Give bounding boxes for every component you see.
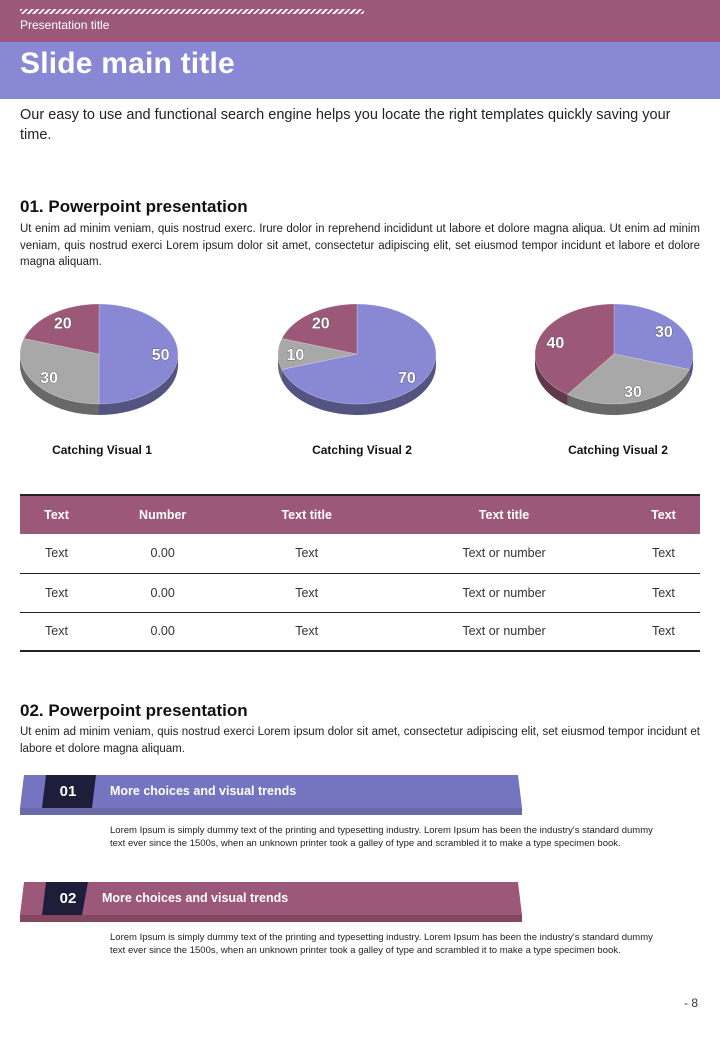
section-2-heading: 02. Powerpoint presentation <box>20 701 248 720</box>
table-cell: Text <box>232 612 381 651</box>
pie-3-label-2: 30 <box>624 384 642 402</box>
table-cell: Text <box>627 573 700 612</box>
table-cell: Text or number <box>381 573 627 612</box>
item-2-text: Lorem Ipsum is simply dummy text of the printing and typesetting industry. Lorem Ipsum has been the industry's standard dummy text ever since the 1500s, when an unknown printer took a galley of type and scrambled it to make a type specimen book. <box>110 932 653 956</box>
table-cell: 0.00 <box>93 534 232 573</box>
pie-charts <box>0 300 720 440</box>
item-2-label: More choices and visual trends <box>102 891 289 905</box>
table-header-cell: Text <box>627 495 700 534</box>
table-cell: Text <box>627 612 700 651</box>
table-header-row <box>20 495 700 534</box>
item-1-number: 01 <box>59 783 77 800</box>
pie-1-label-3: 20 <box>53 315 72 333</box>
table-header-cell: Text title <box>381 495 627 534</box>
section-2-body: Ut enim ad minim veniam, quis nostrud exerci Lorem ipsum dolor sit amet, consectetur adipiscing elit, set eiusmod tempor incidunt et labore et dolore magna aliquam. <box>20 726 700 755</box>
table-cell: 0.00 <box>93 573 232 612</box>
table-row <box>20 573 700 612</box>
section-1-body: Ut enim ad minim veniam, quis nostrud exerc. Irure dolor in reprehend incididunt ut labore et dolore magna aliqua. Ut enim ad minim veniam, quis nostrud exerci Lorem ipsum dolor sit amet, consectetur adipiscing elit, set eiusmod tempor incidunt et labore et dolore magna aliquam. <box>20 223 700 268</box>
chart-caption-2: Catching Visual 2 <box>312 443 412 457</box>
table-cell: Text <box>20 612 93 651</box>
section-1-heading: 01. Powerpoint presentation <box>20 197 248 216</box>
table-row <box>20 612 700 651</box>
slide-title: Slide main title <box>20 47 235 80</box>
pie-2-label-1: 70 <box>397 369 416 387</box>
pie-1-label-1: 50 <box>151 347 170 364</box>
table-cell: Text <box>627 534 700 573</box>
table-cell: Text <box>232 534 381 573</box>
table-cell: Text <box>20 534 93 573</box>
presentation-title: Presentation title <box>20 18 110 32</box>
table-cell: Text or number <box>381 534 627 573</box>
table-row <box>20 534 700 573</box>
pie-3-label-3: 40 <box>546 334 565 352</box>
pie-2-label-3: 20 <box>311 315 330 333</box>
hatch-decoration <box>20 9 364 14</box>
chart-caption-1: Catching Visual 1 <box>52 443 152 457</box>
item-1-text: Lorem Ipsum is simply dummy text of the printing and typesetting industry. Lorem Ipsum has been the industry's standard dummy text ever since the 1500s, when an unknown printer took a galley of type and scrambled it to make a type specimen book. <box>110 825 653 849</box>
table-cell: Text or number <box>381 612 627 651</box>
item-2-number: 02 <box>59 890 77 907</box>
page-number: - 8 <box>683 996 698 1010</box>
pie-2-label-2: 10 <box>286 347 305 364</box>
table-cell: 0.00 <box>93 612 232 651</box>
data-table <box>20 494 700 652</box>
pie-1-label-2: 30 <box>40 369 59 387</box>
table-cell: Text <box>20 573 93 612</box>
item-1-label: More choices and visual trends <box>110 784 297 798</box>
chart-caption-3: Catching Visual 2 <box>568 443 668 457</box>
intro-text: Our easy to use and functional search engine helps you locate the right templates quickly saving your time. <box>20 107 671 143</box>
table-cell: Text <box>232 573 381 612</box>
table-header-cell: Text <box>20 495 93 534</box>
pie-3-label-1: 30 <box>654 324 673 342</box>
table-header-cell: Number <box>93 495 232 534</box>
table-header-cell: Text title <box>232 495 381 534</box>
